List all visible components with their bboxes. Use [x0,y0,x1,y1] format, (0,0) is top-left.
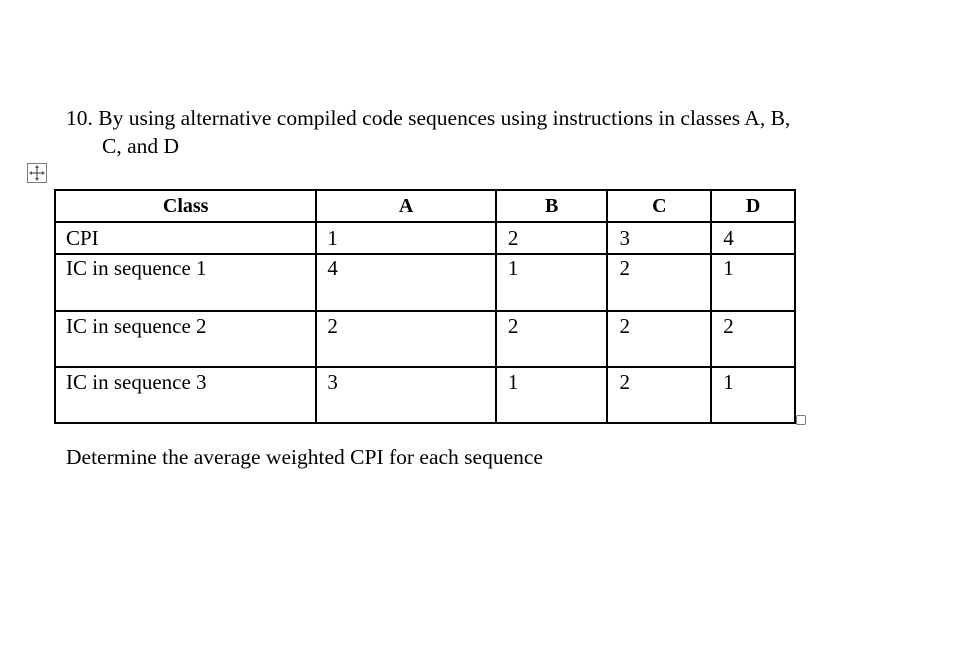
cell-value: 2 [496,311,608,367]
move-arrows-icon [28,164,46,182]
table-row [55,254,795,311]
cell-value: 2 [607,254,711,311]
header-c: C [607,190,711,222]
cell-value: 4 [316,254,495,311]
table-header-row [55,190,795,222]
question-text [66,104,906,160]
cell-value: 3 [316,367,495,423]
row-label: CPI [55,222,316,254]
table-row [55,311,795,367]
cell-value: 1 [711,367,795,423]
cell-value: 2 [316,311,495,367]
cell-value: 2 [607,311,711,367]
task-prompt: Determine the average weighted CPI for each sequence [66,445,543,469]
row-label: IC in sequence 3 [55,367,316,423]
cell-value: 1 [316,222,495,254]
cell-value: 1 [711,254,795,311]
header-d: D [711,190,795,222]
row-label: IC in sequence 2 [55,311,316,367]
question-line-2: C, and D [102,134,180,158]
header-class: Class [55,190,316,222]
table-resize-handle[interactable] [796,415,806,425]
header-b: B [496,190,608,222]
cell-value: 4 [711,222,795,254]
table-row [55,222,795,254]
table-row [55,367,795,423]
cell-value: 2 [607,367,711,423]
cell-value: 1 [496,367,608,423]
cell-value: 2 [711,311,795,367]
cell-value: 3 [607,222,711,254]
row-label: IC in sequence 1 [55,254,316,311]
cell-value: 1 [496,254,608,311]
table-move-handle[interactable] [27,163,47,183]
question-line-1: 10. By using alternative compiled code sequences using instructions in classes A, B, [66,106,791,130]
header-a: A [316,190,495,222]
cpi-table [54,189,796,424]
cell-value: 2 [496,222,608,254]
